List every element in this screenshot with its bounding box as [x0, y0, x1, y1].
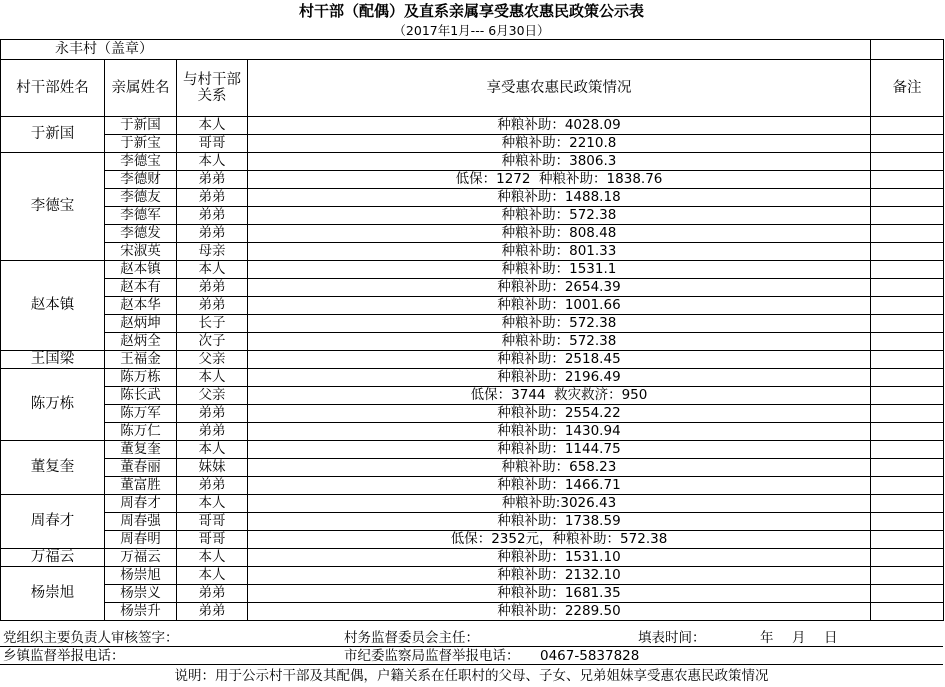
relative-name-cell: 李德宝: [105, 153, 177, 171]
remark-cell: [871, 369, 944, 387]
table-row: [1, 315, 944, 333]
table-row: [1, 387, 944, 405]
table-row: [1, 405, 944, 423]
remark-cell: [871, 585, 944, 603]
party-sign-label: 党组织主要负责人审核签字：: [3, 630, 179, 646]
relation-cell: 母亲: [177, 243, 248, 261]
policy-cell: 种粮补助：2518.45: [248, 351, 871, 369]
cadre-name-cell: 李德宝: [1, 153, 105, 261]
table-row: [1, 549, 944, 567]
header-policy: 享受惠农惠民政策情况: [248, 60, 871, 117]
policy-cell: 种粮补助：1531.1: [248, 261, 871, 279]
remark-cell: [871, 441, 944, 459]
relation-cell: 长子: [177, 315, 248, 333]
relation-cell: 弟弟: [177, 279, 248, 297]
remark-cell: [871, 207, 944, 225]
relation-cell: 弟弟: [177, 477, 248, 495]
sheet-period: （2017年1月--- 6月30日）: [393, 23, 550, 38]
remark-cell: [871, 603, 944, 621]
relation-cell: 本人: [177, 441, 248, 459]
table-row: [1, 279, 944, 297]
relative-name-cell: 陈万军: [105, 405, 177, 423]
remark-cell: [871, 459, 944, 477]
relation-cell: 哥哥: [177, 513, 248, 531]
relation-cell: 本人: [177, 495, 248, 513]
relation-cell: 本人: [177, 153, 248, 171]
cadre-name-cell: 王国梁: [1, 351, 105, 369]
village-stamp: 永丰村（盖章）: [1, 40, 871, 60]
relation-cell: 哥哥: [177, 531, 248, 549]
policy-cell: 种粮补助：1681.35: [248, 585, 871, 603]
policy-cell: 种粮补助：2554.22: [248, 405, 871, 423]
table-row: [1, 495, 944, 513]
table-row: [1, 297, 944, 315]
table-row: [1, 207, 944, 225]
policy-cell: 种粮补助：2654.39: [248, 279, 871, 297]
relative-name-cell: 赵炳全: [105, 333, 177, 351]
relation-cell: 弟弟: [177, 603, 248, 621]
header-cadre-name: 村干部姓名: [1, 60, 105, 117]
remark-cell: [871, 351, 944, 369]
table-row: [1, 567, 944, 585]
remark-cell: [871, 333, 944, 351]
header-row: [1, 60, 944, 117]
relative-name-cell: 周春强: [105, 513, 177, 531]
relative-name-cell: 宋淑英: [105, 243, 177, 261]
relative-name-cell: 李德发: [105, 225, 177, 243]
remark-cell: [871, 513, 944, 531]
relation-cell: 本人: [177, 549, 248, 567]
day-label: 日: [824, 630, 838, 646]
table-row: [1, 441, 944, 459]
footer-note: 说明：用于公示村干部及其配偶，户籍关系在任职村的父母、子女、兄弟姐妹享受惠农惠民政策情况: [174, 668, 769, 684]
remark-cell: [871, 225, 944, 243]
policy-cell: 种粮补助：572.38: [248, 333, 871, 351]
table-row: [1, 171, 944, 189]
policy-cell: 种粮补助：658.23: [248, 459, 871, 477]
remark-cell: [871, 495, 944, 513]
cadre-name-cell: 杨崇旭: [1, 567, 105, 621]
table-row: [1, 351, 944, 369]
table-row: [1, 333, 944, 351]
header-relation: 与村干部关系: [177, 60, 248, 117]
relative-name-cell: 李德财: [105, 171, 177, 189]
relation-cell: 弟弟: [177, 171, 248, 189]
relation-cell: 弟弟: [177, 207, 248, 225]
relative-name-cell: 杨崇旭: [105, 567, 177, 585]
policy-cell: 种粮补助：1001.66: [248, 297, 871, 315]
relation-cell: 本人: [177, 117, 248, 135]
relative-name-cell: 杨崇升: [105, 603, 177, 621]
remark-cell: [871, 171, 944, 189]
supervision-label: 村务监督委员会主任：: [344, 630, 479, 646]
remark-cell: [871, 477, 944, 495]
relation-cell: 父亲: [177, 351, 248, 369]
relation-cell: 弟弟: [177, 189, 248, 207]
table-row: [1, 459, 944, 477]
relative-name-cell: 赵本镇: [105, 261, 177, 279]
relation-cell: 本人: [177, 567, 248, 585]
policy-table: [0, 39, 944, 621]
table-row: [1, 135, 944, 153]
remark-cell: [871, 423, 944, 441]
cadre-name-cell: 周春才: [1, 495, 105, 549]
relation-cell: 次子: [177, 333, 248, 351]
table-row: [1, 603, 944, 621]
relation-cell: 本人: [177, 261, 248, 279]
table-row: [1, 531, 944, 549]
relative-name-cell: 董春丽: [105, 459, 177, 477]
remark-cell: [871, 405, 944, 423]
remark-cell: [871, 279, 944, 297]
cadre-name-cell: 万福云: [1, 549, 105, 567]
policy-cell: 种粮补助：801.33: [248, 243, 871, 261]
relative-name-cell: 李德友: [105, 189, 177, 207]
remark-cell: [871, 189, 944, 207]
relation-cell: 本人: [177, 369, 248, 387]
policy-cell: 低保：2352元，种粮补助：572.38: [248, 531, 871, 549]
relation-cell: 弟弟: [177, 585, 248, 603]
policy-cell: 种粮补助：1144.75: [248, 441, 871, 459]
policy-cell: 种粮补助：1531.10: [248, 549, 871, 567]
policy-cell: 种粮补助：1488.18: [248, 189, 871, 207]
cadre-name-cell: 陈万栋: [1, 369, 105, 441]
policy-cell: 种粮补助：2196.49: [248, 369, 871, 387]
remark-cell: [871, 387, 944, 405]
sheet-title: 村干部（配偶）及直系亲属享受惠农惠民政策公示表: [298, 2, 644, 20]
relative-name-cell: 赵本有: [105, 279, 177, 297]
remark-cell: [871, 297, 944, 315]
relation-cell: 弟弟: [177, 423, 248, 441]
relative-name-cell: 杨崇义: [105, 585, 177, 603]
relative-name-cell: 陈万仁: [105, 423, 177, 441]
relative-name-cell: 赵炳坤: [105, 315, 177, 333]
footer-sign-row: [0, 629, 943, 647]
fill-time-label: 填表时间：: [638, 630, 706, 646]
relative-name-cell: 董复奎: [105, 441, 177, 459]
city-hotline-label: 市纪委监察局监督举报电话：: [344, 648, 520, 664]
policy-cell: 种粮补助：1430.94: [248, 423, 871, 441]
relative-name-cell: 万福云: [105, 549, 177, 567]
policy-cell: 低保：1272 种粮补助：1838.76: [248, 171, 871, 189]
table-row: [1, 117, 944, 135]
stamp-row: [1, 40, 944, 60]
cadre-name-cell: 赵本镇: [1, 261, 105, 351]
relative-name-cell: 董富胜: [105, 477, 177, 495]
remark-cell: [871, 261, 944, 279]
remark-cell: [871, 549, 944, 567]
table-row: [1, 225, 944, 243]
footer-hotline-row: [0, 647, 943, 665]
relation-cell: 弟弟: [177, 297, 248, 315]
cadre-name-cell: 董复奎: [1, 441, 105, 495]
table-row: [1, 189, 944, 207]
relative-name-cell: 李德军: [105, 207, 177, 225]
relation-cell: 父亲: [177, 387, 248, 405]
table-row: [1, 153, 944, 171]
table-row: [1, 585, 944, 603]
policy-cell: 种粮补助：2210.8: [248, 135, 871, 153]
town-hotline-label: 乡镇监督举报电话：: [3, 648, 125, 664]
remark-cell: [871, 135, 944, 153]
table-row: [1, 477, 944, 495]
remark-cell: [871, 153, 944, 171]
stamp-blank-cell: [871, 40, 944, 60]
relative-name-cell: 陈万栋: [105, 369, 177, 387]
policy-cell: 种粮补助：808.48: [248, 225, 871, 243]
table-row: [1, 261, 944, 279]
relative-name-cell: 王福金: [105, 351, 177, 369]
remark-cell: [871, 315, 944, 333]
policy-cell: 种粮补助：572.38: [248, 207, 871, 225]
policy-cell: 种粮补助：4028.09: [248, 117, 871, 135]
city-hotline-number: 0467-5837828: [540, 648, 640, 664]
relative-name-cell: 周春才: [105, 495, 177, 513]
table-row: [1, 513, 944, 531]
relative-name-cell: 赵本华: [105, 297, 177, 315]
policy-cell: 种粮补助：2289.50: [248, 603, 871, 621]
relation-cell: 哥哥: [177, 135, 248, 153]
year-label: 年: [760, 630, 774, 646]
table-row: [1, 243, 944, 261]
policy-cell: 低保：3744 救灾救济：950: [248, 387, 871, 405]
relative-name-cell: 陈长武: [105, 387, 177, 405]
header-relative-name: 亲属姓名: [105, 60, 177, 117]
table-row: [1, 423, 944, 441]
relative-name-cell: 于新国: [105, 117, 177, 135]
remark-cell: [871, 243, 944, 261]
policy-cell: 种粮补助：1738.59: [248, 513, 871, 531]
remark-cell: [871, 117, 944, 135]
relation-cell: 弟弟: [177, 405, 248, 423]
month-label: 月: [792, 630, 806, 646]
policy-cell: 种粮补助：2132.10: [248, 567, 871, 585]
policy-cell: 种粮补助：572.38: [248, 315, 871, 333]
header-remark: 备注: [871, 60, 944, 117]
policy-cell: 种粮补助：3806.3: [248, 153, 871, 171]
relation-cell: 妹妹: [177, 459, 248, 477]
relative-name-cell: 周春明: [105, 531, 177, 549]
relation-cell: 弟弟: [177, 225, 248, 243]
policy-cell: 种粮补助:3026.43: [248, 495, 871, 513]
remark-cell: [871, 567, 944, 585]
policy-cell: 种粮补助：1466.71: [248, 477, 871, 495]
table-row: [1, 369, 944, 387]
cadre-name-cell: 于新国: [1, 117, 105, 153]
relative-name-cell: 于新宝: [105, 135, 177, 153]
remark-cell: [871, 531, 944, 549]
